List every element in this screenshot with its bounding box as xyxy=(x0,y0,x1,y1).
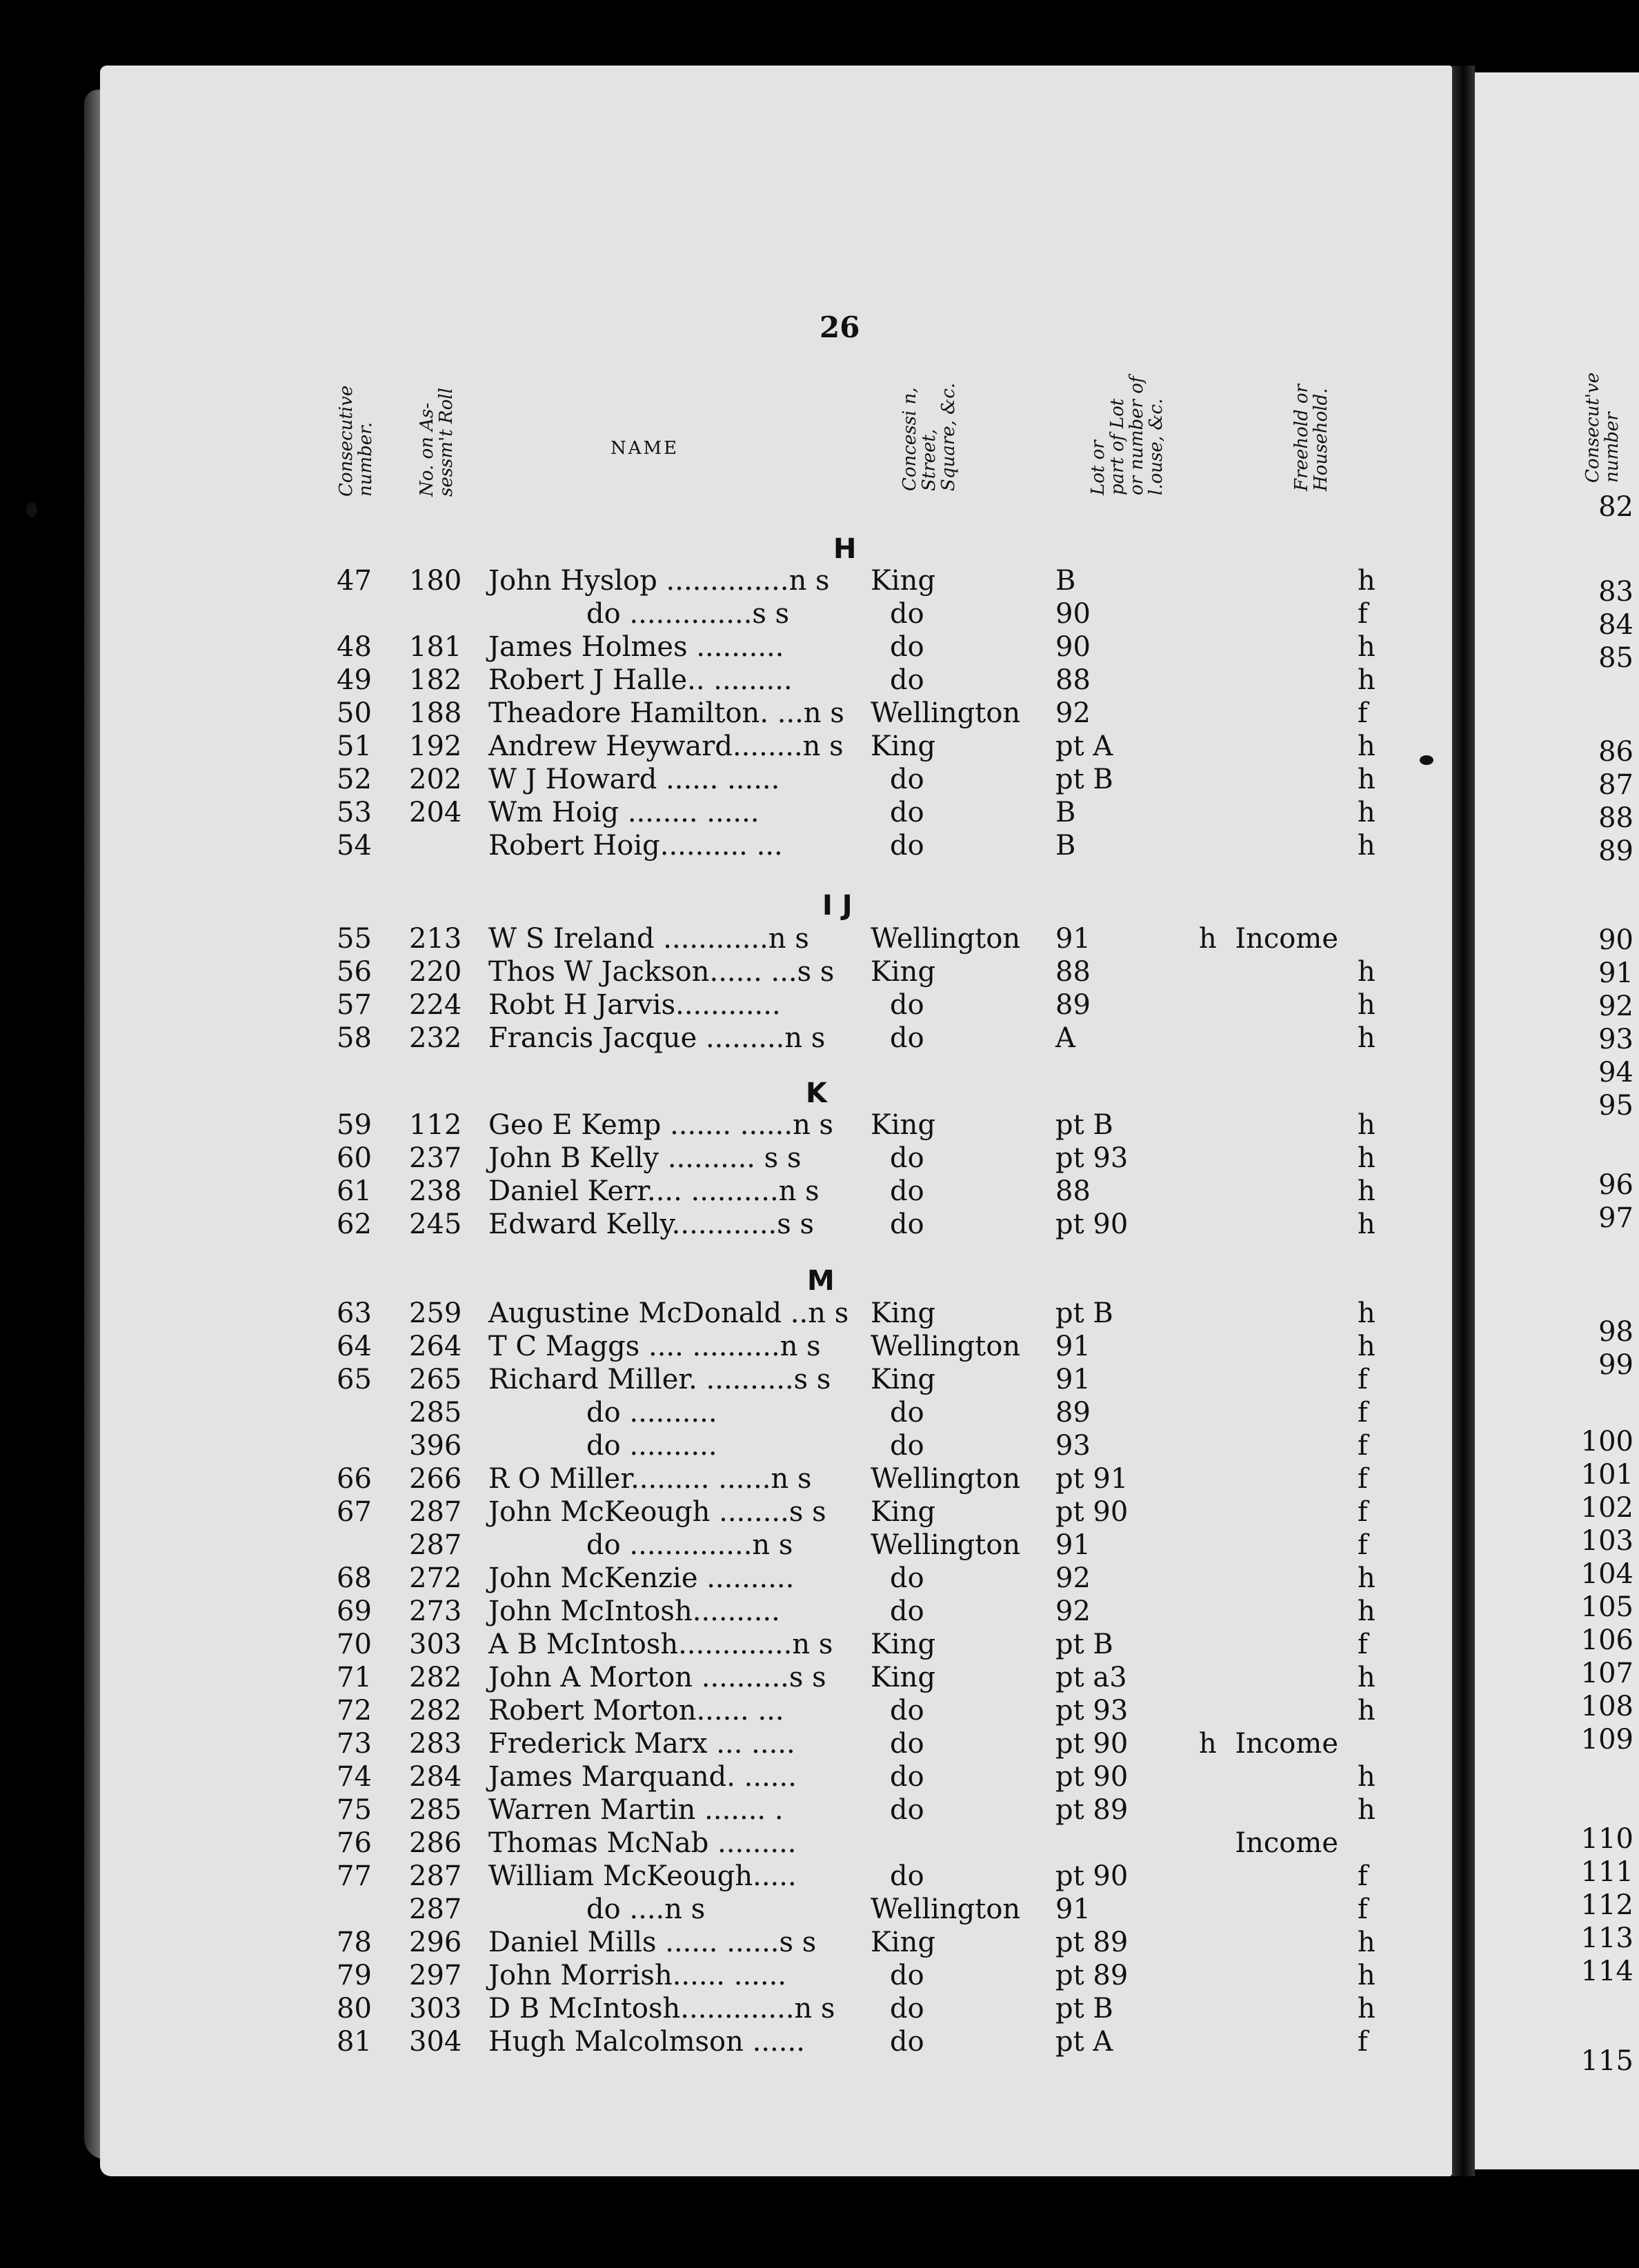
street: King xyxy=(871,1496,936,1528)
roll-number: 286 xyxy=(409,1827,462,1859)
consecutive-number: 58 xyxy=(337,1022,372,1054)
facing-page-number: 83 xyxy=(1598,576,1633,608)
roll-number: 273 xyxy=(409,1595,462,1627)
roll-number: 245 xyxy=(409,1208,462,1240)
roll-number: 304 xyxy=(409,2026,462,2058)
street: Wellington xyxy=(871,1529,1021,1561)
header-line: part of Lot xyxy=(1107,398,1128,495)
freehold-household: f xyxy=(1358,697,1368,729)
lot: pt B xyxy=(1055,1629,1113,1660)
freehold-household: h xyxy=(1358,1175,1375,1207)
street: Wellington xyxy=(871,1893,1021,1925)
header-line: l.ouse, &c. xyxy=(1146,398,1166,495)
entry-name: Robert Hoig.......... ... xyxy=(488,830,783,862)
header-line: Street, xyxy=(919,428,940,491)
consecutive-number: 62 xyxy=(337,1208,372,1240)
lot: 88 xyxy=(1055,664,1091,696)
freehold-household: h xyxy=(1358,764,1375,795)
lot: pt 90 xyxy=(1055,1761,1129,1793)
facing-page-number: 93 xyxy=(1598,1024,1633,1055)
household-mark: h xyxy=(1199,1728,1217,1760)
street: King xyxy=(871,1629,936,1660)
lot: 90 xyxy=(1055,598,1091,630)
roll-number: 232 xyxy=(409,1022,462,1054)
consecutive-number: 63 xyxy=(337,1297,372,1329)
consecutive-number: 70 xyxy=(337,1629,372,1660)
roll-number: 285 xyxy=(409,1794,462,1826)
facing-page-number: 110 xyxy=(1580,1823,1633,1855)
header-line: Concessi n, xyxy=(900,387,920,491)
lot: 92 xyxy=(1055,1562,1091,1594)
facing-page-number: 94 xyxy=(1598,1057,1633,1088)
consecutive-number: 56 xyxy=(337,956,372,988)
consecutive-number: 60 xyxy=(337,1142,372,1174)
book-gutter xyxy=(1452,66,1475,2176)
freehold-household: h xyxy=(1358,1927,1375,1958)
header-line: Lot or xyxy=(1088,440,1109,495)
street: do xyxy=(890,1595,924,1627)
household-mark: h xyxy=(1199,923,1217,955)
entry-name: Thomas McNab ......... xyxy=(488,1827,797,1859)
entry-name: Francis Jacque .........n s xyxy=(488,1022,826,1054)
roll-number: 220 xyxy=(409,956,462,988)
roll-number: 303 xyxy=(409,1629,462,1660)
entry-name: T C Maggs .... ..........n s xyxy=(488,1331,821,1362)
street: King xyxy=(871,565,936,597)
freehold-household: h xyxy=(1358,1562,1375,1594)
consecutive-number: 71 xyxy=(337,1662,372,1693)
facing-page-number: 115 xyxy=(1580,2045,1633,2077)
header-line: No. on As- xyxy=(417,402,437,497)
consecutive-number: 65 xyxy=(337,1364,372,1395)
lot: pt B xyxy=(1055,1297,1113,1329)
facing-page-number: 91 xyxy=(1598,957,1633,989)
consecutive-number: 50 xyxy=(337,697,372,729)
page-number: 26 xyxy=(820,310,860,344)
lot: A xyxy=(1055,1022,1075,1054)
lot: 89 xyxy=(1055,989,1091,1021)
roll-number: 181 xyxy=(409,631,462,663)
consecutive-number: 53 xyxy=(337,797,372,828)
street: King xyxy=(871,730,936,762)
consecutive-number: 55 xyxy=(337,923,372,955)
entry-name: do ....n s xyxy=(586,1893,706,1925)
lot: 89 xyxy=(1055,1397,1091,1429)
freehold-household: h xyxy=(1358,989,1375,1021)
lot: pt 90 xyxy=(1055,1208,1129,1240)
lot: 91 xyxy=(1055,1331,1091,1362)
entry-name: John Hyslop ..............n s xyxy=(488,565,830,597)
facing-page-number: 95 xyxy=(1598,1090,1633,1122)
entry-name: A B McIntosh.............n s xyxy=(488,1629,833,1660)
facing-page-number: 107 xyxy=(1580,1658,1633,1689)
freehold-household: h xyxy=(1358,830,1375,862)
header-freehold xyxy=(1292,384,1331,491)
lot: pt 90 xyxy=(1055,1860,1129,1892)
facing-page-number: 103 xyxy=(1580,1525,1633,1557)
freehold-household: h xyxy=(1358,956,1375,988)
roll-number: 282 xyxy=(409,1662,462,1693)
entry-name: W S Ireland ............n s xyxy=(488,923,809,955)
freehold-household: f xyxy=(1358,2026,1368,2058)
freehold-household: f xyxy=(1358,1463,1368,1495)
roll-number: 237 xyxy=(409,1142,462,1174)
roll-number: 265 xyxy=(409,1364,462,1395)
roll-number: 303 xyxy=(409,1993,462,2025)
roll-number: 213 xyxy=(409,923,462,955)
header-roll-number xyxy=(417,388,456,497)
lot: 88 xyxy=(1055,956,1091,988)
street: do xyxy=(890,1728,924,1760)
entry-name: John McIntosh.......... xyxy=(488,1595,780,1627)
roll-number: 204 xyxy=(409,797,462,828)
street: King xyxy=(871,1364,936,1395)
street: Wellington xyxy=(871,697,1021,729)
header-consecutive-number xyxy=(337,386,375,497)
entry-name: Frederick Marx ... ..... xyxy=(488,1728,795,1760)
entry-name: Robt H Jarvis............ xyxy=(488,989,781,1021)
lot: pt 89 xyxy=(1055,1927,1129,1958)
header-line: Freehold or xyxy=(1291,384,1312,491)
street: King xyxy=(871,1662,936,1693)
street: do xyxy=(890,1993,924,2025)
roll-number: 284 xyxy=(409,1761,462,1793)
lot: 93 xyxy=(1055,1430,1091,1462)
consecutive-number: 49 xyxy=(337,664,372,696)
consecutive-number: 69 xyxy=(337,1595,372,1627)
facing-page-number: 108 xyxy=(1580,1691,1633,1722)
header-right-consecutive xyxy=(1583,372,1622,483)
consecutive-number: 61 xyxy=(337,1175,372,1207)
freehold-household: Income xyxy=(1235,1728,1338,1760)
street: do xyxy=(890,989,924,1021)
consecutive-number: 78 xyxy=(337,1927,372,1958)
lot: 91 xyxy=(1055,1893,1091,1925)
roll-number: 396 xyxy=(409,1430,462,1462)
roll-number: 285 xyxy=(409,1397,462,1429)
lot: B xyxy=(1055,565,1076,597)
freehold-household: h xyxy=(1358,565,1375,597)
lot: pt 90 xyxy=(1055,1496,1129,1528)
facing-page-number: 88 xyxy=(1598,802,1633,834)
street: do xyxy=(890,1430,924,1462)
entry-name: John McKeough ........s s xyxy=(488,1496,826,1528)
consecutive-number: 66 xyxy=(337,1463,372,1495)
lot: 92 xyxy=(1055,1595,1091,1627)
street: do xyxy=(890,1022,924,1054)
header-line: sessm't Roll xyxy=(436,388,457,497)
freehold-household: f xyxy=(1358,598,1368,630)
roll-number: 182 xyxy=(409,664,462,696)
facing-page-number: 99 xyxy=(1598,1349,1633,1381)
header-line: Square, &c. xyxy=(938,382,959,491)
freehold-household: f xyxy=(1358,1893,1368,1925)
freehold-household: h xyxy=(1358,1993,1375,2025)
entry-name: Geo E Kemp ....... ......n s xyxy=(488,1109,834,1141)
freehold-household: f xyxy=(1358,1397,1368,1429)
facing-page-number: 104 xyxy=(1580,1558,1633,1590)
entry-name: John McKenzie .......... xyxy=(488,1562,795,1594)
consecutive-number: 51 xyxy=(337,730,372,762)
street: Wellington xyxy=(871,923,1021,955)
facing-page-number: 96 xyxy=(1598,1169,1633,1201)
roll-number: 259 xyxy=(409,1297,462,1329)
facing-page-number: 98 xyxy=(1598,1316,1633,1348)
entry-name: William McKeough..... xyxy=(488,1860,797,1892)
street: do xyxy=(890,1175,924,1207)
facing-page-number: 82 xyxy=(1598,491,1633,523)
street: do xyxy=(890,598,924,630)
entry-name: W J Howard ...... ...... xyxy=(488,764,780,795)
street: do xyxy=(890,1794,924,1826)
header-line: Consecutive xyxy=(336,385,357,497)
facing-page-number: 100 xyxy=(1580,1426,1633,1458)
roll-number: 287 xyxy=(409,1893,462,1925)
freehold-household: Income xyxy=(1235,1827,1338,1859)
roll-number: 272 xyxy=(409,1562,462,1594)
street: do xyxy=(890,1142,924,1174)
roll-number: 266 xyxy=(409,1463,462,1495)
entry-name: Hugh Malcolmson ...... xyxy=(488,2026,805,2058)
lot: pt 91 xyxy=(1055,1463,1129,1495)
consecutive-number: 47 xyxy=(337,565,372,597)
lot: pt B xyxy=(1055,1993,1113,2025)
consecutive-number: 74 xyxy=(337,1761,372,1793)
entry-name: John B Kelly .......... s s xyxy=(488,1142,802,1174)
entry-name: Daniel Kerr.... ..........n s xyxy=(488,1175,820,1207)
entry-name: Theadore Hamilton. ...n s xyxy=(488,697,844,729)
entry-name: James Holmes .......... xyxy=(488,631,784,663)
header-name: NAME xyxy=(610,438,679,459)
entry-name: do ..............s s xyxy=(586,598,790,630)
freehold-household: h xyxy=(1358,1960,1375,1991)
street: King xyxy=(871,1109,936,1141)
consecutive-number: 48 xyxy=(337,631,372,663)
header-line: number. xyxy=(355,421,376,497)
entry-name: R O Miller......... ......n s xyxy=(488,1463,812,1495)
section-letter: M xyxy=(807,1265,835,1297)
freehold-household: h xyxy=(1358,797,1375,828)
facing-page-number: 87 xyxy=(1598,769,1633,801)
entry-name: Robert J Halle.. ......... xyxy=(488,664,793,696)
freehold-household: Income xyxy=(1235,923,1338,955)
facing-page-number: 101 xyxy=(1580,1459,1633,1491)
entry-name: John A Morton ..........s s xyxy=(488,1662,826,1693)
roll-number: 287 xyxy=(409,1496,462,1528)
street: Wellington xyxy=(871,1463,1021,1495)
roll-number: 112 xyxy=(409,1109,462,1141)
entry-name: Thos W Jackson...... ...s s xyxy=(488,956,835,988)
street: do xyxy=(890,797,924,828)
consecutive-number: 73 xyxy=(337,1728,372,1760)
freehold-household: h xyxy=(1358,631,1375,663)
freehold-household: h xyxy=(1358,1595,1375,1627)
header-line: or number of xyxy=(1126,376,1147,495)
freehold-household: h xyxy=(1358,1794,1375,1826)
consecutive-number: 79 xyxy=(337,1960,372,1991)
freehold-household: f xyxy=(1358,1430,1368,1462)
freehold-household: h xyxy=(1358,1142,1375,1174)
freehold-household: h xyxy=(1358,1208,1375,1240)
lot: pt 89 xyxy=(1055,1960,1129,1991)
lot: pt a3 xyxy=(1055,1662,1127,1693)
facing-page-number: 89 xyxy=(1598,835,1633,867)
roll-number: 224 xyxy=(409,989,462,1021)
street: do xyxy=(890,1761,924,1793)
lot: 91 xyxy=(1055,1529,1091,1561)
header-street xyxy=(900,383,958,491)
street: do xyxy=(890,764,924,795)
entry-name: Daniel Mills ...... ......s s xyxy=(488,1927,817,1958)
consecutive-number: 64 xyxy=(337,1331,372,1362)
street: King xyxy=(871,956,936,988)
lot: pt 90 xyxy=(1055,1728,1129,1760)
roll-number: 188 xyxy=(409,697,462,729)
section-letter: H xyxy=(833,533,857,565)
freehold-household: h xyxy=(1358,1297,1375,1329)
header-line: number xyxy=(1602,412,1622,483)
roll-number: 287 xyxy=(409,1860,462,1892)
roll-number: 287 xyxy=(409,1529,462,1561)
street: do xyxy=(890,1208,924,1240)
street: Wellington xyxy=(871,1331,1021,1362)
margin-mark xyxy=(26,502,37,517)
facing-page-number: 86 xyxy=(1598,736,1633,768)
section-letter: K xyxy=(806,1077,827,1109)
page-blemish xyxy=(1420,755,1433,765)
section-letter: I J xyxy=(822,890,853,922)
lot: 88 xyxy=(1055,1175,1091,1207)
entry-name: James Marquand. ...... xyxy=(488,1761,797,1793)
entry-name: do .......... xyxy=(586,1430,717,1462)
street: do xyxy=(890,1562,924,1594)
entry-name: Wm Hoig ........ ...... xyxy=(488,797,759,828)
lot: pt 93 xyxy=(1055,1142,1129,1174)
lot: pt 93 xyxy=(1055,1695,1129,1727)
lot: pt B xyxy=(1055,1109,1113,1141)
freehold-household: f xyxy=(1358,1529,1368,1561)
facing-page-number: 112 xyxy=(1580,1889,1633,1921)
consecutive-number: 57 xyxy=(337,989,372,1021)
street: do xyxy=(890,2026,924,2058)
roll-number: 297 xyxy=(409,1960,462,1991)
entry-name: Edward Kelly............s s xyxy=(488,1208,815,1240)
street: do xyxy=(890,1960,924,1991)
entry-name: Warren Martin ....... . xyxy=(488,1794,784,1826)
entry-name: Augustine McDonald ..n s xyxy=(488,1297,849,1329)
facing-page-number: 90 xyxy=(1598,924,1633,956)
lot: pt A xyxy=(1055,730,1113,762)
entry-name: do ..............n s xyxy=(586,1529,793,1561)
freehold-household: f xyxy=(1358,1496,1368,1528)
freehold-household: h xyxy=(1358,1662,1375,1693)
facing-page-number: 97 xyxy=(1598,1202,1633,1234)
freehold-household: h xyxy=(1358,664,1375,696)
facing-page-number: 84 xyxy=(1598,609,1633,641)
consecutive-number: 54 xyxy=(337,830,372,862)
street: do xyxy=(890,1397,924,1429)
consecutive-number: 52 xyxy=(337,764,372,795)
lot: B xyxy=(1055,797,1076,828)
consecutive-number: 72 xyxy=(337,1695,372,1727)
facing-page-number: 102 xyxy=(1580,1492,1633,1524)
facing-page-number: 105 xyxy=(1580,1591,1633,1623)
freehold-household: f xyxy=(1358,1860,1368,1892)
lot: pt A xyxy=(1055,2026,1113,2058)
header-line: Household. xyxy=(1311,388,1331,491)
lot: 90 xyxy=(1055,631,1091,663)
roll-number: 296 xyxy=(409,1927,462,1958)
street: do xyxy=(890,631,924,663)
freehold-household: h xyxy=(1358,1109,1375,1141)
consecutive-number: 77 xyxy=(337,1860,372,1892)
facing-page-number: 113 xyxy=(1580,1922,1633,1954)
freehold-household: f xyxy=(1358,1364,1368,1395)
header-lot xyxy=(1089,377,1166,496)
street: King xyxy=(871,1927,936,1958)
lot: 91 xyxy=(1055,923,1091,955)
roll-number: 202 xyxy=(409,764,462,795)
street: do xyxy=(890,1695,924,1727)
roll-number: 238 xyxy=(409,1175,462,1207)
freehold-household: f xyxy=(1358,1629,1368,1660)
facing-page-number: 111 xyxy=(1580,1856,1633,1888)
entry-name: John Morrish...... ...... xyxy=(488,1960,787,1991)
facing-page-number: 114 xyxy=(1580,1956,1633,1987)
roll-number: 180 xyxy=(409,565,462,597)
lot: 92 xyxy=(1055,697,1091,729)
freehold-household: h xyxy=(1358,1022,1375,1054)
street: do xyxy=(890,1860,924,1892)
lot: B xyxy=(1055,830,1076,862)
entry-name: do .......... xyxy=(586,1397,717,1429)
entry-name: D B McIntosh.............n s xyxy=(488,1993,835,2025)
freehold-household: h xyxy=(1358,1761,1375,1793)
consecutive-number: 80 xyxy=(337,1993,372,2025)
consecutive-number: 76 xyxy=(337,1827,372,1859)
lot: 91 xyxy=(1055,1364,1091,1395)
street: do xyxy=(890,830,924,862)
facing-page-number: 85 xyxy=(1598,642,1633,674)
freehold-household: h xyxy=(1358,730,1375,762)
street: King xyxy=(871,1297,936,1329)
consecutive-number: 67 xyxy=(337,1496,372,1528)
header-line: Consecut've xyxy=(1582,372,1603,483)
consecutive-number: 75 xyxy=(337,1794,372,1826)
consecutive-number: 68 xyxy=(337,1562,372,1594)
lot: pt B xyxy=(1055,764,1113,795)
facing-page-number: 92 xyxy=(1598,991,1633,1022)
street: do xyxy=(890,664,924,696)
consecutive-number: 59 xyxy=(337,1109,372,1141)
facing-page-number: 106 xyxy=(1580,1624,1633,1656)
entry-name: Richard Miller. ..........s s xyxy=(488,1364,831,1395)
freehold-household: h xyxy=(1358,1695,1375,1727)
entry-name: Andrew Heyward........n s xyxy=(488,730,844,762)
lot: pt 89 xyxy=(1055,1794,1129,1826)
freehold-household: h xyxy=(1358,1331,1375,1362)
roll-number: 192 xyxy=(409,730,462,762)
entry-name: Robert Morton...... ... xyxy=(488,1695,784,1727)
roll-number: 282 xyxy=(409,1695,462,1727)
roll-number: 283 xyxy=(409,1728,462,1760)
roll-number: 264 xyxy=(409,1331,462,1362)
consecutive-number: 81 xyxy=(337,2026,372,2058)
facing-page-number: 109 xyxy=(1580,1724,1633,1755)
